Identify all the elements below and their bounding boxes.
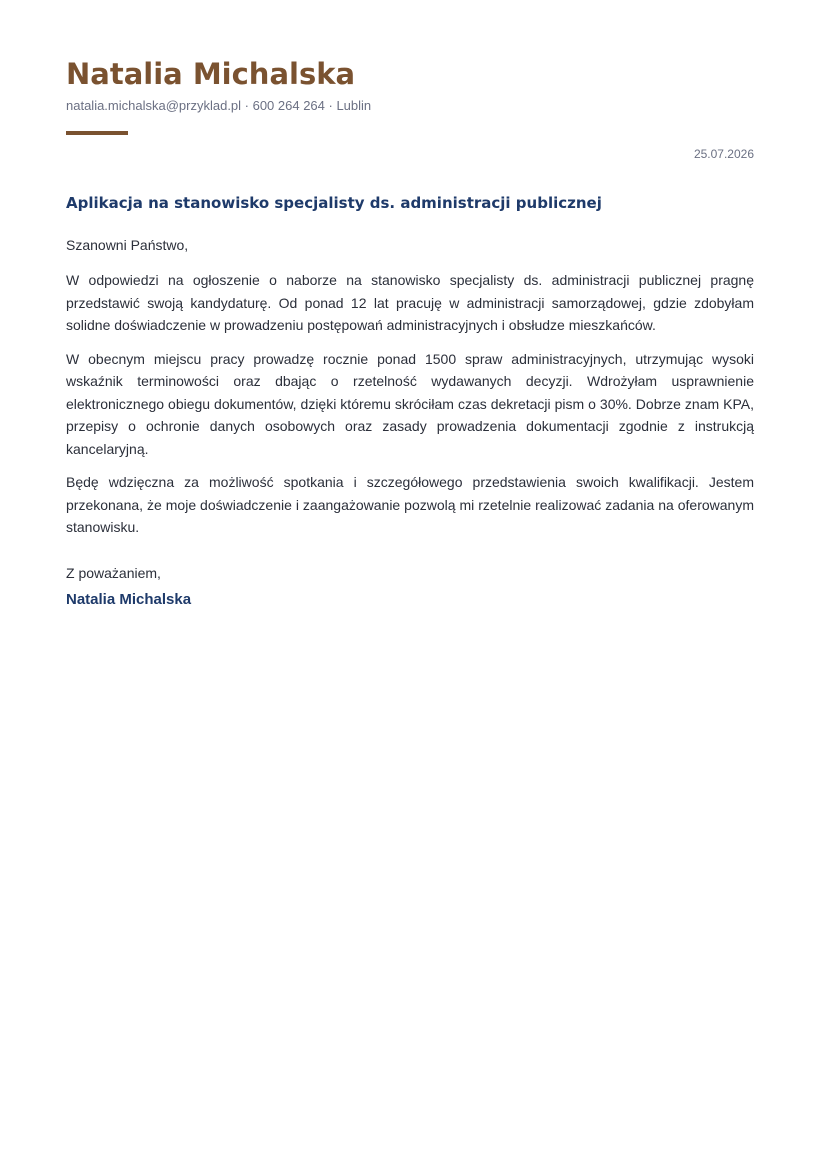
body-paragraph-2: W obecnym miejscu pracy prowadzę rocznie ponad 1500 spraw administracyjnych, utrzymując wysoki wskaźnik terminowości oraz dbając o rzetelność wydawanych decyzji. Wdrożyłam usprawnienie elektronicznego obiegu dokumentów, dzięki któremu skróciłam czas dekretacji pism o 30%. Dobrze znam KPA, przepisy o ochronie danych osobowych oraz zasady prowadzenia dokumentacji zgodnie z instrukcją kancelaryjną. — [66, 350, 754, 457]
sender-name: Natalia Michalska — [66, 57, 356, 91]
body-paragraph-1: W odpowiedzi na ogłoszenie o naborze na stanowisko specjalisty ds. administracji publicznej pragnę przedstawić swoją kandydaturę. Od ponad 12 lat pracuję w administracji samorządowej, gdzie zdobyłam solidne doświadczenie w prowadzeniu postępowań administracyjnych i obsłudze mieszkańców. — [66, 272, 754, 333]
letter-date: 25.07.2026 — [693, 147, 754, 161]
sender-contact: natalia.michalska@przyklad.pl · 600 264 264 · Lublin — [66, 98, 372, 113]
letter-subject: Aplikacja na stanowisko specjalisty ds. administracji publicznej — [66, 194, 602, 212]
letter-body — [66, 269, 754, 550]
accent-divider — [66, 131, 128, 135]
signature: Natalia Michalska — [66, 591, 192, 608]
body-paragraph-3: Będę wdzięczna za możliwość spotkania i szczegółowego przedstawienia swoich kwalifikacji. Jestem przekonana, że moje doświadczenie i zaangażowanie pozwolą mi rzetelnie realizować zadania na oferowanym stanowisku. — [66, 474, 754, 535]
salutation: Szanowni Państwo, — [66, 237, 189, 253]
closing: Z poważaniem, — [66, 565, 161, 581]
